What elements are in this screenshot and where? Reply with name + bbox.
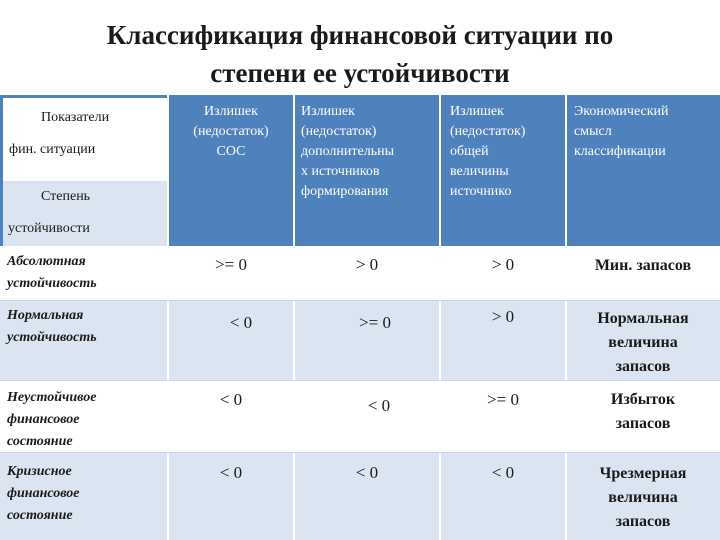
meaning-line: запасов [615,513,671,530]
col-divider [167,95,169,540]
row2-meaning [566,307,720,379]
header-col-additional [294,95,440,246]
header-indicators-cell [0,95,168,181]
row-label-crisis [0,461,168,533]
header-degree-line-1: Степень [41,189,91,204]
row-label-normal [0,305,168,375]
row4-total-value: < 0 [491,463,515,482]
row-label-line: Абсолютная [7,254,86,269]
header-col-additional-line-2: (недостаток) [301,124,377,139]
row1-meaning [566,254,720,278]
header-col-additional-line-1: Излишек [301,104,355,119]
header-col-meaning-line-2: смысл [574,124,612,139]
row3-meaning [566,388,720,436]
row-label-unstable [0,387,168,453]
title-line-2: степени ее устойчивости [210,58,510,88]
row1-additional-value: > 0 [355,255,379,274]
row-divider [0,452,720,453]
col-divider [565,95,567,540]
row4-sos-value: < 0 [219,463,243,482]
row-label-line: Кризисное [7,464,72,479]
row4-meaning [566,462,720,534]
header-indicators-line-1: Показатели [41,110,110,125]
row-label-absolute [0,251,168,299]
row-label-line: состояние [7,434,73,449]
row-label-line: финансовое [7,412,80,427]
header-col-sos-line-1: Излишек [204,104,258,119]
header-col-total-line-1: Излишек [450,104,504,119]
row2-sos-value: < 0 [229,313,253,332]
row3-additional-value: < 0 [367,396,391,415]
header-col-total [440,95,566,246]
row-divider [0,380,720,381]
row4-additional-value: < 0 [355,463,379,482]
row-divider [0,300,720,301]
header-indicators-line-2: фин. ситуации [9,142,96,157]
header-col-total-line-2: (недостаток) [450,124,526,139]
row1-sos-value: >= 0 [215,255,247,274]
header-col-meaning-line-3: классификации [574,144,666,159]
meaning-line: величина [608,489,678,506]
meaning-line: Мин. запасов [594,257,692,274]
page-title [0,16,720,92]
header-col-total-line-4: величины [450,164,509,179]
row-label-line: Неустойчивое [7,390,97,405]
row2-total-value: > 0 [491,307,515,326]
meaning-line: Избыток [610,391,676,408]
meaning-line: запасов [615,358,671,375]
meaning-line: величина [608,334,678,351]
row-label-line: устойчивость [7,276,97,291]
title-line-1: Классификация финансовой ситуации по [106,20,614,50]
row-label-line: финансовое [7,486,80,501]
header-col-total-line-3: общей [450,144,489,159]
header-col-additional-line-4: х источников [301,164,380,179]
meaning-line: запасов [615,415,671,432]
row-label-line: состояние [7,508,73,523]
header-degree-cell [0,181,168,246]
header-degree-line-2: устойчивости [8,221,90,236]
col-divider [439,95,441,540]
header-col-additional-line-5: формирования [301,184,389,199]
header-col-meaning [566,95,720,246]
classification-table [0,95,720,540]
header-col-meaning-line-1: Экономический [574,104,669,119]
row-label-line: устойчивость [7,330,97,345]
col-divider [293,95,295,540]
header-col-sos-line-2: (недостаток) [193,124,269,139]
row3-total-value: >= 0 [487,390,519,409]
meaning-line: Нормальная [597,310,689,327]
header-col-sos-line-3: СОС [216,144,246,159]
header-col-additional-line-3: дополнительны [301,144,395,159]
row3-sos-value: < 0 [219,390,243,409]
row1-total-value: > 0 [491,255,515,274]
meaning-line: Чрезмерная [599,465,687,482]
row-label-line: Нормальная [7,308,84,323]
header-col-total-line-5: источнико [450,184,512,199]
row2-additional-value: >= 0 [359,313,391,332]
header-col-sos [168,95,294,246]
